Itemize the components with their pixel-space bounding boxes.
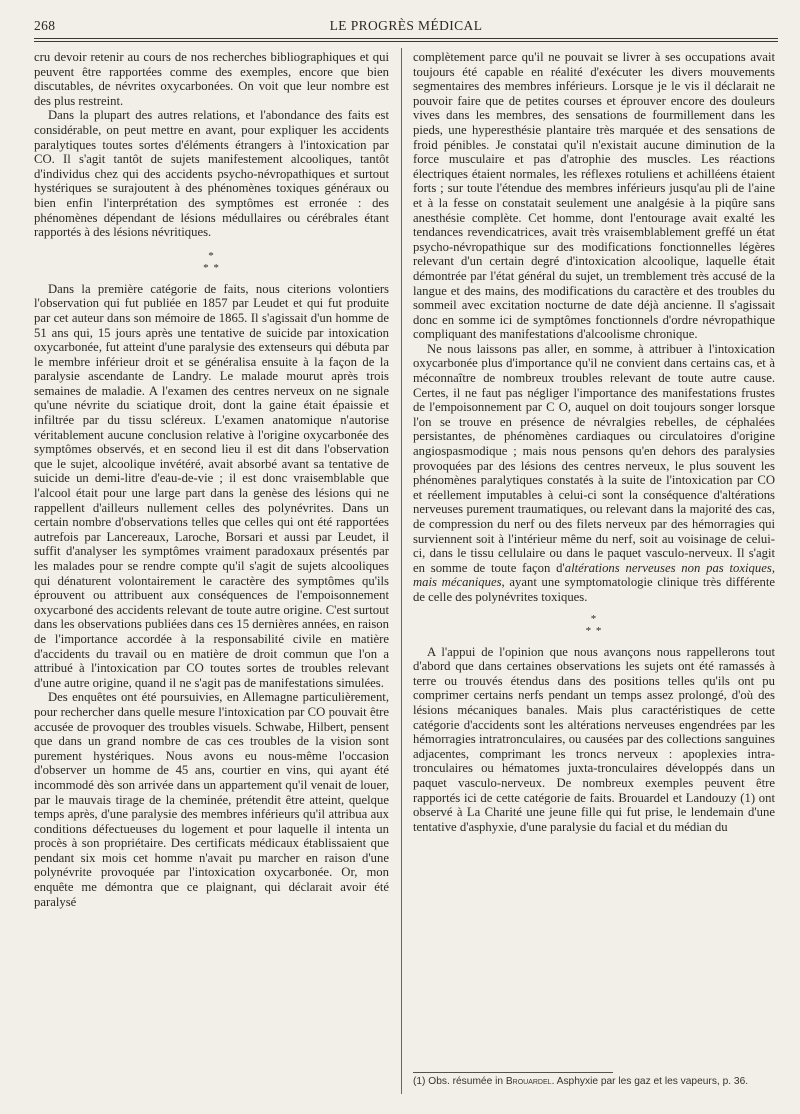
paragraph: Ne nous laissons pas aller, en somme, à attribuer à l'intoxication oxycarbonée plus d'importance qu'il ne convient dans certains cas, et à méconnaître de nombreux troubles relevant de toute autre cause. Certes, il ne faut pas négliger l'importance des manifestations frustes de l'empoisonnement par C O, auquel on doit toujours songer lorsque l'on se trouve en présence de névralgies rebelles, de céphalées persistantes, de phénomènes cardiaques ou circulatoires d'origine angiospasmodique ; mais nous pensons qu'en dehors des paralysies provoquées par des lésions des centres nerveux, le plus souvent les phénomènes paralytiques constatés à la suite de l'intoxication par CO et réellement imputables à celui-ci sont la conséquence d'altérations nerveuses purement traumatiques, ou relevant dans la majorité des cas, de compression du nerf ou des filets nerveux par des hémorragies qui surviennent soit à l'intérieur même du nerf, soit au voisinage de celui-ci, dans le tissu cellulaire ou dans le paquet vasculo-nerveux. Il s'agit en somme de toute façon d'altérations nerveuses non pas toxiques, mais mécaniques, ayant une symptomatologie clinique très différente de celle des polynévrites toxiques. [413,341,775,604]
paragraph: Dans la plupart des autres relations, et l'abondance des faits est considérable, on peut mettre en avant, pour expliquer les accidents paralytiques toutes sortes d'éléments étrangers à l'intoxication par CO. Il s'agit tantôt de sujets manifestement alcooliques, tantôt d'individus chez qui des accidents psycho-névropathiques et surtout hystériques se surajoutent à des phénomènes toxiques généraux ou bien enfin l'interprétation des symptômes est erronée : des phénomènes dépendant de lésions médullaires ou cérébrales étant rapportés à des lésions névritiques. [34,108,389,240]
paragraph: Des enquêtes ont été poursuivies, en Allemagne particulièrement, pour rechercher dans quelle mesure l'intoxication par CO pouvait être accusée de provoquer des troubles visuels. Schwabe, Hilbert, pensent que dans un grand nombre de cas ces troubles de la vision sont purement hystériques. Nous avons eu nous-même l'occasion d'observer un homme de 45 ans, courtier en vins, qui ayant été incommodé dès son arrivée dans un appartement qu'il venait de louer, par le mauvais tirage de la cheminée, prétendit être atteint, quelque temps après, d'une paralysie des membres inférieurs qu'il attribua aux conditions défectueuses du logement et pour laquelle il intenta un procès à son propriétaire. Des certificats médicaux établissaient que pendant six mois cet homme n'avait pu marcher en raison d'une polynévrite provoquée par l'intoxication oxycarbonée. Or, mon enquête me démontra que ce plaignant, qui déclarait avoir été paralysé [34,690,389,909]
paragraph: cru devoir retenir au cours de nos recherches bibliographiques et qui peuvent être rapportées comme des exemples, encore que bien discutables, de névrites oxycarbonées. On voit que leur nombre est des plus restreint. [34,50,389,108]
paragraph: complètement parce qu'il ne pouvait se livrer à ses occupations avait toujours été capable en réalité d'exécuter les divers mouvements segmentaires des membres inférieurs. Lorsque je le vis il déclarait ne pouvoir faire que de petites courses et éprouver encore des douleurs vives dans les membres, des sensations de fourmillement dans les pieds, une hyperesthésie plantaire très marquée et des sensations de froid pénibles. Je constatai qu'il n'existait aucune diminution de la force musculaire et pas d'atrophie des muscles. Les réactions électriques étaient normales, les réflexes rotuliens et achilléens étaient forts ; sur toute l'étendue des membres inférieurs jusqu'au pli de l'aine et à la fesse on constatait seulement une analgésie à la piqûre sans anesthésie complète. Cet homme, dont l'entourage avait exalté les tendances revendicatrices, avait très vraisemblablement greffé un état psycho-névropathique sur des modifications fonctionnelles légères relevant d'un certain degré d'intoxication alcoolique, laquelle était démontrée par l'état général du sujet, un tremblement très accusé de la langue et des mains, des modifications du caractère et des troubles du sommeil avec excitation nocturne de date déjà ancienne. Il s'agissait donc en somme ici de symptômes fonctionnels d'ordre névropathique compliquant des manifestations d'alcoolisme chronique. [413,50,775,342]
header-rule [34,38,778,42]
right-column [413,50,775,1090]
section-asterism: * * * [203,249,220,274]
footnote: (1) Obs. résumée in Brouardel. Asphyxie par les gaz et les vapeurs, p. 36. [413,1076,749,1087]
italic-emphasis: altérations nerveuses non pas toxiques, mais mécaniques [413,560,775,590]
footnote-author: Brouardel [505,1076,552,1087]
left-column [34,50,389,1090]
page-number: 268 [34,18,56,33]
section-asterism: * * * [585,612,603,637]
paragraph: A l'appui de l'opinion que nous avançons nous rappellerons tout d'abord que dans certaines observations les sujets ont été ramassés à terre ou trouvés étendus dans des positions telles qu'ils ont pu comprimer certains nerfs pendant un temps assez prolongé, d'où des lésions mécaniques banales. Mais plus caractéristiques de cette catégorie d'accidents sont les altérations nerveuses engendrées par les hémorragies intratronculaires, ou causées par des collections sanguines adjacentes, comprimant les troncs nerveux : apoplexies intra-tronculaires ou hématomes juxta-tronculaires développés dans un paquet vasculo-nerveux. De nombreux exemples peuvent être rapportés ici de cette catégorie de faits. Brouardel et Landouzy (1) ont observé à La Charité une jeune fille qui fut prise, le lendemain d'une tentative d'asphyxie, d'une paralysie du facial et du médian du [413,644,775,834]
page-header [34,16,778,36]
column-divider [401,48,402,1094]
footnote-rule [413,1072,613,1073]
running-title: LE PROGRÈS MÉDICAL [329,18,483,33]
paragraph: Dans la première catégorie de faits, nous citerions volontiers l'observation qui fut publiée en 1857 par Leudet et qui fut produite par cet auteur dans son mémoire de 1865. Il s'agissait d'un homme de 51 ans qui, 15 jours après une tentative de suicide par intoxication oxycarbonée, fut atteint d'une paralysie des extenseurs qui débuta par le membre inférieur droit et se généralisa ensuite à la façon de la paralysie ascendante de Landry. Le malade mourut après trois semaines de maladie. A l'examen des centres nerveux on ne signale qu'une névrite du sciatique droit, dont la gaine était épaissie et infiltrée par du tissu scléreux. L'examen anatomique n'autorise véritablement aucune conclusion relative à l'origine oxycarbonée des symptômes observés, et en second lieu il est dit dans l'observation que le sujet, alcoolique invétéré, avait absorbé avant sa tentative de suicide un demi-litre d'eau-de-vie ; il est donc vraisemblable que l'alcool était pour une large part dans la genèse des lésions qui ne rappellent d'ailleurs nullement celles des polynévrites. Dans un certain nombre d'observations telles que celles qui ont été rapportées autrefois par Lancereaux, Laroche, Borsari et aussi par Leudet, il suffit d'analyser les symptômes vraiment paradoxaux présentés par les malades pour se rendre compte qu'il s'agit de sujets alcooliques qui dénaturent volontairement le caractère des symptômes qu'ils éprouvent ou attribuent aux conséquences de l'empoisonnement oxycarboné des accidents relevant de toute autre origine. C'est surtout dans les observations publiées dans ces 15 dernières années, en raison de l'importance accordée à la responsabilité civile en matière d'accidents du travail ou en matière de droit commun que l'on a attribué à l'intoxication par CO toutes sortes de troubles relevant d'une autre origine, quand il ne s'agit pas de manifestations simulées. [34,281,389,690]
